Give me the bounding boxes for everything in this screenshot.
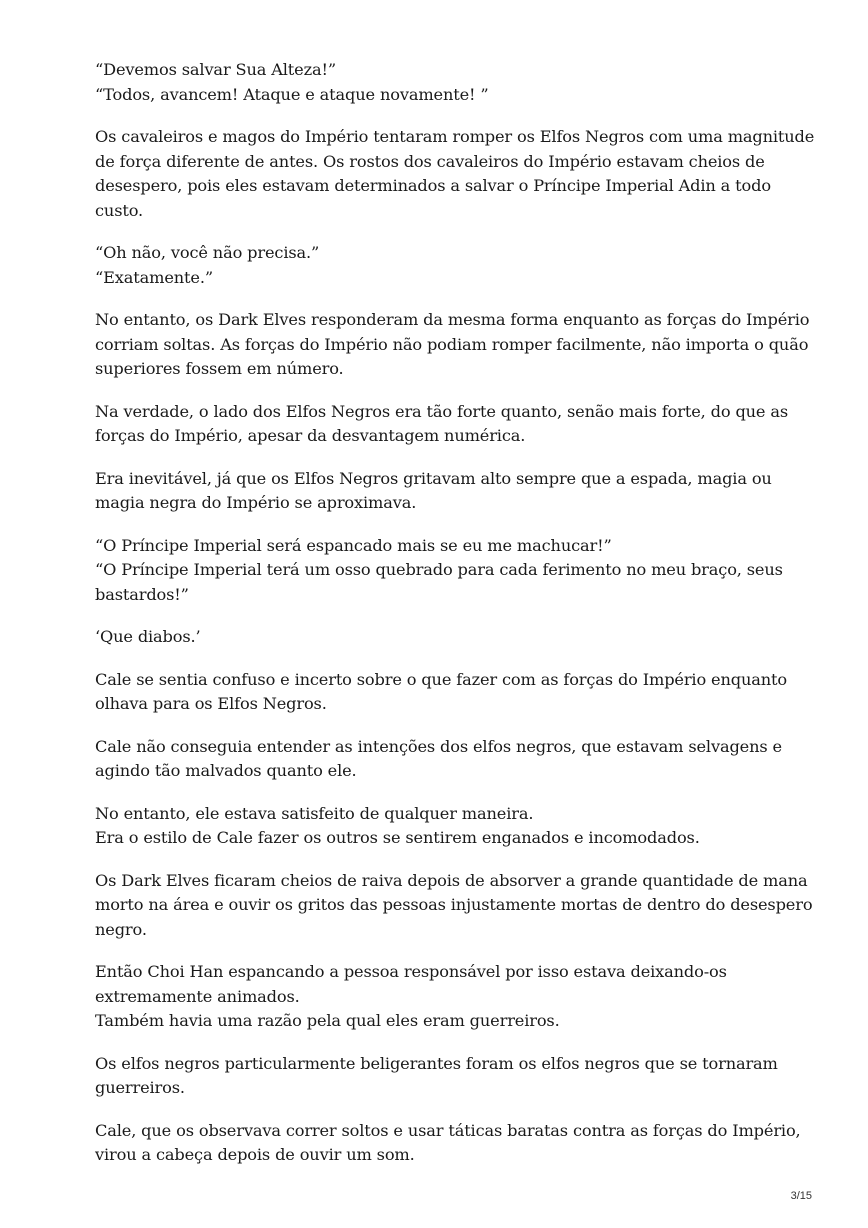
text-line: morto na área e ouvir os gritos das pessoas injustamente mortas de dentro do desespero <box>95 895 813 914</box>
text-line: ‘Que diabos.’ <box>95 627 201 646</box>
paragraph-11 <box>95 802 795 851</box>
text-line: Cale, que os observava correr soltos e usar táticas baratas contra as forças do Império, <box>95 1120 801 1140</box>
text-line: magia negra do Império se aproximava. <box>95 493 417 512</box>
paragraph-9 <box>95 668 795 717</box>
page-number: 3/15 <box>790 1190 812 1202</box>
paragraph-4 <box>95 308 810 382</box>
text-line: corriam soltas. As forças do Império não podiam romper facilmente, não importa o quão <box>95 334 809 354</box>
paragraph-10 <box>95 735 795 784</box>
text-line: forças do Império, apesar da desvantagem numérica. <box>95 426 526 445</box>
text-line: Era o estilo de Cale fazer os outros se sentirem enganados e incomodados. <box>95 828 700 847</box>
text-line: “Exatamente.” <box>95 267 213 287</box>
text-line: de força diferente de antes. Os rostos dos cavaleiros do Império estavam cheios de <box>95 151 765 171</box>
text-line: desespero, pois eles estavam determinados a salvar o Príncipe Imperial Adin a todo <box>95 176 771 195</box>
text-line: “O Príncipe Imperial será espancado mais se eu me machucar!” <box>95 535 612 555</box>
text-line: virou a cabeça depois de ouvir um som. <box>95 1145 415 1164</box>
paragraph-6 <box>95 467 795 516</box>
paragraph-5 <box>95 400 795 449</box>
text-line: “Todos, avancem! Ataque e ataque novamente! ” <box>95 84 489 104</box>
paragraph-7 <box>95 534 795 608</box>
paragraph-15 <box>95 1119 801 1168</box>
text-line: guerreiros. <box>95 1078 185 1097</box>
text-line: bastardos!” <box>95 584 189 604</box>
text-line: Era inevitável, já que os Elfos Negros gritavam alto sempre que a espada, magia ou <box>95 468 772 488</box>
text-line: Os Dark Elves ficaram cheios de raiva depois de absorver a grande quantidade de mana <box>95 870 808 890</box>
text-line: “Oh não, você não precisa.” <box>95 243 320 262</box>
paragraph-2 <box>95 125 815 223</box>
paragraph-14 <box>95 1052 795 1101</box>
text-line: Cale se sentia confuso e incerto sobre o que fazer com as forças do Império enquanto <box>95 669 787 689</box>
paragraph-8 <box>95 625 795 650</box>
text-line: “Devemos salvar Sua Alteza!” <box>95 60 336 79</box>
text-line: No entanto, os Dark Elves responderam da mesma forma enquanto as forças do Império <box>95 310 810 329</box>
text-line: Então Choi Han espancando a pessoa responsável por isso estava deixando-os <box>95 962 727 981</box>
text-line: Os cavaleiros e magos do Império tentaram romper os Elfos Negros com uma magnitude <box>95 127 815 146</box>
text-line: olhava para os Elfos Negros. <box>95 694 327 713</box>
text-line: Os elfos negros particularmente beligerantes foram os elfos negros que se tornaram <box>95 1053 778 1073</box>
text-line: superiores fossem em número. <box>95 359 344 378</box>
text-line: custo. <box>95 200 144 220</box>
text-line: extremamente animados. <box>95 986 300 1006</box>
paragraph-3 <box>95 241 795 290</box>
text-line: Cale não conseguia entender as intenções dos elfos negros, que estavam selvagens e <box>95 736 782 756</box>
paragraph-1 <box>95 58 795 107</box>
text-line: “O Príncipe Imperial terá um osso quebrado para cada ferimento no meu braço, seus <box>95 560 783 579</box>
text-line: Na verdade, o lado dos Elfos Negros era tão forte quanto, senão mais forte, do que as <box>95 401 789 421</box>
paragraph-13 <box>95 960 795 1034</box>
paragraph-12 <box>95 869 813 943</box>
text-line: negro. <box>95 919 147 939</box>
text-line: No entanto, ele estava satisfeito de qualquer maneira. <box>95 803 534 823</box>
document-body <box>95 58 815 1186</box>
text-line: agindo tão malvados quanto ele. <box>95 761 357 780</box>
text-line: Também havia uma razão pela qual eles eram guerreiros. <box>95 1011 560 1030</box>
